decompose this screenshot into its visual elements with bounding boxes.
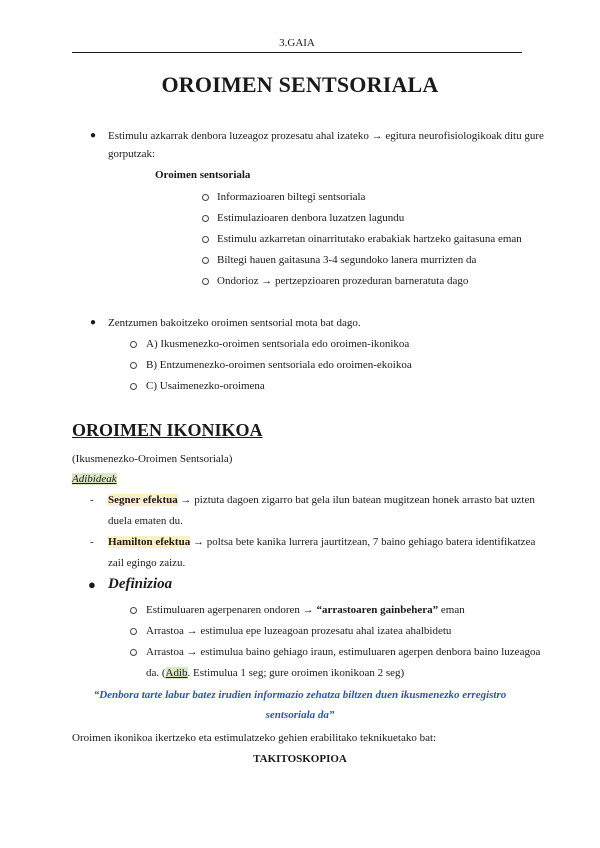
- bullet-icon: ●: [88, 577, 96, 592]
- hollow-bullet-icon: [202, 278, 209, 285]
- list-item: Estimulazioaren denbora luzatzen lagundu: [217, 212, 405, 224]
- example-text-cont: duela ematen du.: [108, 515, 183, 527]
- definition-quote-line-1: “Denbora tarte labur batez irudien informazio zehatza biltzen duen ikusmenezko erregistro: [93, 689, 507, 701]
- example-text: → piztuta dagoen zigarro bat gela ilun batean mugitzean honek arrasto bat uzten: [177, 494, 535, 506]
- definition-text: eman: [438, 604, 465, 616]
- hollow-bullet-icon: [130, 383, 137, 390]
- senses-lead: Zentzumen bakoitzeko oroimen sentsorial mota bat dago.: [108, 317, 361, 329]
- example-text-cont: zail egingo zaizu.: [108, 557, 186, 569]
- section-subtitle: (Ikusmenezko-Oroimen Sentsoriala): [72, 453, 233, 465]
- technique-line: Oroimen ikonikoa ikertzeko eta estimulatzeko gehien erabilitako teknikuetako bat:: [72, 732, 437, 744]
- definition-emphasis: “arrastoaren gainbehera”: [316, 604, 439, 616]
- example-abbrev: Adib: [165, 667, 188, 679]
- definition-text: . Estimulua 1 seg; gure oroimen ikonikoan 2 seg): [187, 667, 405, 679]
- intro-line-2: gorputzak:: [108, 148, 156, 160]
- hollow-bullet-icon: [130, 607, 137, 614]
- example-line: [108, 535, 535, 549]
- list-item: Ondorioz → pertzepzioaren prozeduran barneratuta dago: [217, 275, 469, 287]
- definition-item: [146, 603, 465, 617]
- hollow-bullet-icon: [130, 649, 137, 656]
- examples-label-text: Adibideak: [72, 473, 117, 485]
- dash-bullet: -: [90, 494, 94, 506]
- example-line: [108, 493, 535, 507]
- list-item: A) Ikusmenezko-oroimen sentsoriala edo oroimen-ikonikoa: [146, 338, 410, 350]
- intro-line-1: Estimulu azkarrak denbora luzeagoz prozesatu ahal izateko → egitura neurofisiologikoak ditu gure: [108, 130, 544, 142]
- hollow-bullet-icon: [202, 194, 209, 201]
- hollow-bullet-icon: [130, 341, 137, 348]
- list-item: C) Usaimenezko-oroimena: [146, 380, 265, 392]
- definition-item-cont: [146, 666, 404, 680]
- dash-bullet: -: [90, 536, 94, 548]
- hollow-bullet-icon: [202, 257, 209, 264]
- definition-item: Arrastoa → estimulua baino gehiago iraun, estimuluaren agerpen denbora baino luzeagoa: [146, 646, 541, 658]
- technique-name: TAKITOSKOPIOA: [253, 753, 347, 765]
- intro-subheading: Oroimen sentsoriala: [155, 169, 251, 181]
- definition-item: Arrastoa → estimulua epe luzeagoan prozesatu ahal izatea ahalbidetu: [146, 625, 452, 637]
- bullet-icon: ●: [90, 130, 97, 141]
- section-heading: OROIMEN IKONIKOA: [72, 420, 263, 440]
- page-header: 3.GAIA: [72, 36, 522, 53]
- hollow-bullet-icon: [130, 362, 137, 369]
- list-item: B) Entzumenezko-oroimen sentsoriala edo oroimen-ekoikoa: [146, 359, 412, 371]
- example-text: → poltsa bete kanika lurrera jaurtitzean, 7 baino gehiago batera identifikatzea: [190, 536, 536, 548]
- example-term: Segner efektua: [108, 494, 178, 506]
- hollow-bullet-icon: [130, 628, 137, 635]
- hollow-bullet-icon: [202, 236, 209, 243]
- definition-text: Estimuluaren agerpenaren ondoren →: [146, 604, 317, 616]
- list-item: Biltegi hauen gaitasuna 3-4 segundoko lanera murrizten da: [217, 254, 477, 266]
- definition-text: da. (: [146, 667, 166, 679]
- hollow-bullet-icon: [202, 215, 209, 222]
- example-term: Hamilton efektua: [108, 536, 191, 548]
- list-item: Informazioaren biltegi sentsoriala: [217, 191, 366, 203]
- definition-quote-line-2: sentsoriala da”: [265, 709, 335, 721]
- page-title: OROIMEN SENTSORIALA: [161, 72, 439, 97]
- list-item: Estimulu azkarretan oinarritutako erabakiak hartzeko gaitasuna eman: [217, 233, 522, 245]
- examples-label: [72, 472, 117, 486]
- bullet-icon: ●: [90, 317, 97, 328]
- definition-label: Definizioa: [108, 576, 173, 592]
